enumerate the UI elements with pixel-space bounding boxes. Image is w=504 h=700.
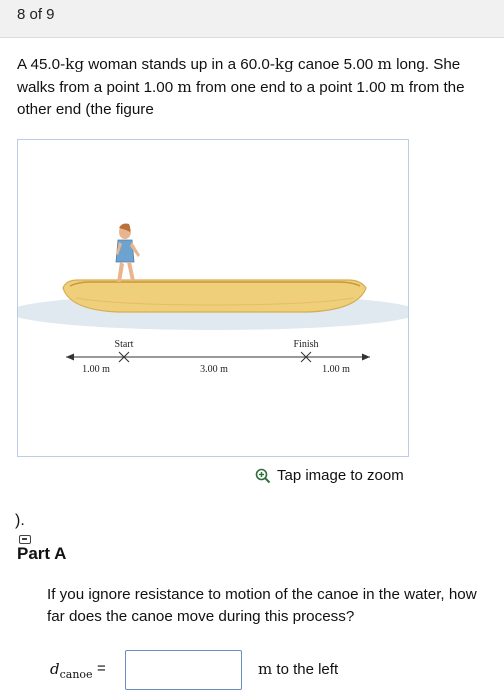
canoe-diagram: [18, 140, 409, 457]
middle-distance-label: 3.00 m: [200, 364, 228, 375]
equals-sign: =: [97, 660, 106, 677]
problem-text: canoe 5.00: [293, 56, 378, 73]
unit-m: m: [377, 55, 392, 73]
woman-figure: [116, 224, 140, 283]
problem-statement: [17, 53, 487, 121]
woman-leg: [127, 262, 135, 281]
answer-subscript: canoe: [59, 668, 93, 681]
unit-kg: kg: [274, 55, 294, 73]
unit-m: m: [258, 660, 273, 678]
woman-leg: [117, 262, 124, 282]
problem-text: from one end to a point 1.00: [191, 79, 391, 96]
canoe-figure[interactable]: [17, 139, 409, 457]
unit-suffix: to the left: [272, 661, 339, 678]
finish-label: Finish: [293, 339, 319, 350]
problem-text: long. She walks from a point 1.00: [17, 56, 461, 96]
tap-to-zoom-link[interactable]: [255, 467, 404, 484]
left-distance-label: 1.00 m: [82, 364, 110, 375]
problem-text: A 45.0-: [17, 56, 66, 73]
answer-variable-label: [50, 660, 93, 681]
problem-text: woman stands up in a 60.0-: [84, 56, 275, 73]
part-title: Part A: [17, 544, 67, 563]
top-bar: [0, 0, 504, 38]
right-distance-label: 1.00 m: [322, 364, 350, 375]
collapse-part-icon[interactable]: [19, 535, 31, 544]
arrow-right-icon: [362, 354, 370, 361]
zoom-label: Tap image to zoom: [277, 467, 404, 484]
arrow-left-icon: [66, 354, 74, 361]
problem-text: from the other end (the figure: [17, 79, 465, 118]
question-text: If you ignore resistance to motion of the canoe in the water, how far does the canoe move during this process?: [47, 586, 477, 625]
problem-text-end: ).: [15, 512, 25, 529]
unit-m: m: [177, 78, 192, 96]
unit-kg: kg: [65, 55, 85, 73]
unit-m: m: [390, 78, 405, 96]
start-label: Start: [114, 339, 134, 350]
answer-symbol: d: [50, 660, 60, 678]
canoe-hull: [63, 280, 366, 312]
answer-unit: [258, 660, 338, 678]
page-counter: 8 of 9: [17, 6, 55, 23]
answer-input[interactable]: [125, 650, 242, 690]
zoom-in-icon: [255, 468, 271, 484]
